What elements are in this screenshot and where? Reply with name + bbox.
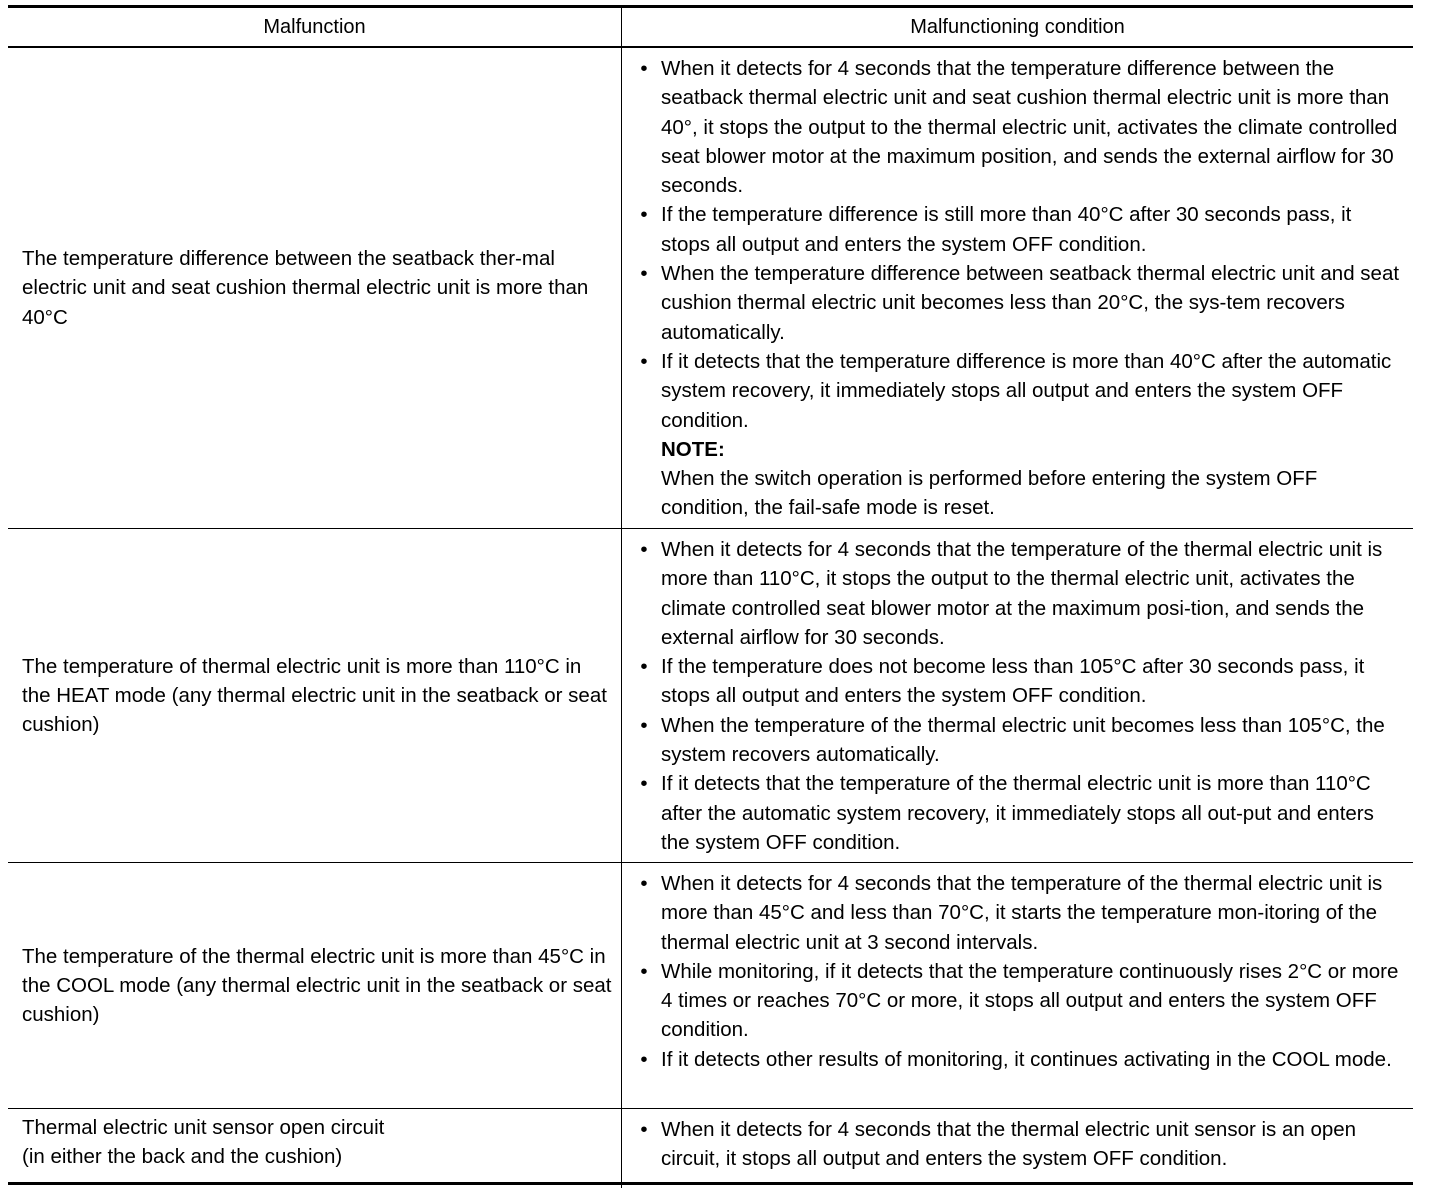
note-label: NOTE: [661,437,725,461]
condition-item: • If it detects other results of monitoring, it continues activating in the COOL mode. [637,1045,1405,1074]
bullet-icon: • [640,1047,648,1071]
bullet-icon: • [640,203,648,227]
malfunction-cell [8,1109,622,1188]
malfunction-cell [8,48,622,529]
bullet-icon: • [640,655,648,679]
condition-cell [622,529,1413,863]
condition-cell [622,863,1413,1109]
condition-list [637,535,1405,857]
bullet-icon: • [640,713,648,737]
bullet-icon: • [640,1118,648,1141]
bullet-icon: • [640,959,648,983]
condition-item: • When the temperature difference between seatback thermal electric unit and seat cushion thermal electric unit becomes less than 20°C, the sys-tem recovers automatically. [637,259,1405,347]
condition-item: • When it detects for 4 seconds that the temperature of the thermal electric unit is more than 110°C, it stops the output to the thermal electric unit, activates the climate controlled seat blower motor at the maximum posi-tion, and sends the external airflow for 30 seconds. [637,535,1405,652]
bullet-icon: • [640,262,648,286]
condition-item: • If it detects that the temperature difference is more than 40°C after the automatic system recovery, it immediately stops all output and enters the system OFF condition. [637,347,1405,435]
malfunction-text: The temperature of the thermal electric unit is more than 45°C in the COOL mode (any thermal electric unit in the seatback or seat cushion) [22,944,612,1027]
condition-item: • While monitoring, if it detects that the temperature continuously rises 2°C or more 4 times or reaches 70°C or more, it stops all output and enters the system OFF condition. [637,957,1405,1045]
malfunction-cell [8,863,622,1109]
condition-item: • When it detects for 4 seconds that the thermal electric unit sensor is an open circuit, it stops all output and enters the system OFF condition. [637,1115,1405,1174]
condition-item: • If the temperature does not become less than 105°C after 30 seconds pass, it stops all output and enters the system OFF condition. [637,652,1405,711]
condition-list [637,54,1405,435]
bullet-icon: • [640,772,648,796]
header-malfunction: Malfunction [8,8,622,48]
condition-cell [622,1109,1413,1188]
condition-item: • If it detects that the temperature of the thermal electric unit is more than 110°C after the automatic system recovery, it immediately stops all out-put and enters the system OFF condition. [637,769,1405,857]
note-text: When the switch operation is performed before entering the system OFF condition, the fail-safe mode is reset. [661,467,1318,520]
bullet-icon: • [640,349,648,373]
bullet-icon: • [640,872,648,895]
malfunction-text-line: (in either the back and the cushion) [22,1145,343,1169]
condition-item: • If the temperature difference is still more than 40°C after 30 seconds pass, it stops all output and enters the system OFF condition. [637,200,1405,259]
condition-item: • When it detects for 4 seconds that the temperature difference between the seatback thermal electric unit and seat cushion thermal electric unit is more than 40°, it stops the output to the thermal electric unit, activates the climate controlled seat blower motor at the maximum position, and sends the external airflow for 30 seconds. [637,54,1405,200]
condition-list [637,1115,1405,1174]
malfunction-table [8,5,1413,1185]
malfunction-text: The temperature of thermal electric unit is more than 110°C in the HEAT mode (any thermal electric unit in the seatback or seat cushion) [22,654,607,737]
bullet-icon: • [640,538,648,561]
header-condition: Malfunctioning condition [622,8,1413,48]
condition-list [637,869,1405,1074]
malfunction-cell [8,529,622,863]
bullet-icon: • [640,57,648,80]
condition-item: • When the temperature of the thermal electric unit becomes less than 105°C, the system recovers automatically. [637,711,1405,770]
condition-cell [622,48,1413,529]
malfunction-text-line: Thermal electric unit sensor open circuit [22,1116,385,1139]
condition-item: • When it detects for 4 seconds that the temperature of the thermal electric unit is more than 45°C and less than 70°C, it starts the temperature mon-itoring of the thermal electric unit at 3 second intervals. [637,869,1405,957]
malfunction-text: The temperature difference between the seatback ther-mal electric unit and seat cushion thermal electric unit is more than 40°C [22,247,589,329]
